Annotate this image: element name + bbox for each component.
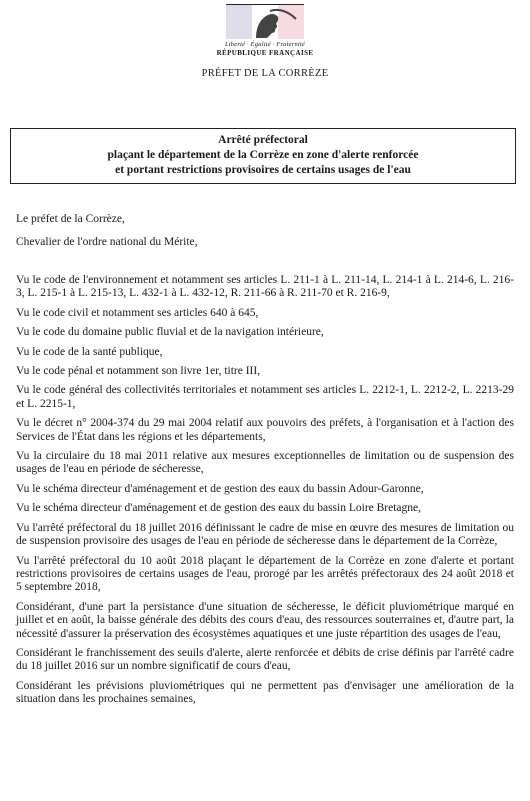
visa-paragraph: Vu la circulaire du 18 mai 2011 relative aux mesures exceptionnelles de limitation ou de suspension des usages de l'eau en période de sécheresse,	[16, 450, 514, 476]
visa-paragraph: Vu le code général des collectivités territoriales et notamment ses articles L. 2212-1, L. 2212-2, L. 2213-29 et L. 2215-1,	[16, 384, 514, 410]
visas-list	[16, 274, 514, 713]
visa-paragraph: Vu le décret n° 2004-374 du 29 mai 2004 relatif aux pouvoirs des préfets, à l'organisation et à l'action des Services de l'État dans les régions et les départements,	[16, 417, 514, 443]
visa-paragraph: Vu l'arrêté préfectoral du 18 juillet 2016 définissant le cadre de mise en œuvre des mesures de limitation ou de suspension provisoire des usages de l'eau en période de sécheresse dans le département de la Corrèze,	[16, 521, 514, 548]
visa-paragraph: Vu le schéma directeur d'aménagement et de gestion des eaux du bassin Loire Bretagne,	[16, 502, 422, 515]
republic-motto: Liberté · Égalité · Fraternité	[224, 41, 306, 48]
arrete-title-box	[10, 128, 516, 184]
considerant-paragraph: Considérant le franchissement des seuils d'alerte, alerte renforcée et débits de crise définis par l'arrêté cadre du 18 juillet 2016 sur un nombre significatif de cours d'eau,	[16, 646, 514, 673]
intro-block	[16, 208, 516, 254]
marianne-profile-icon	[226, 5, 304, 39]
visa-paragraph: Vu le code civil et notamment ses articles 640 à 645,	[16, 306, 259, 319]
visa-paragraph: Vu le code du domaine public fluvial et de la navigation intérieure,	[16, 326, 324, 339]
intro-prefet: Le préfet de la Corrèze,	[16, 213, 125, 225]
republic-logo	[0, 4, 530, 57]
marianne-emblem	[226, 4, 304, 39]
visa-paragraph: Vu le code pénal et notamment son livre 1er, titre III,	[16, 365, 261, 378]
prefet-title: PRÉFET DE LA CORRÈZE	[201, 68, 329, 79]
considerant-paragraph: Considérant, d'une part la persistance d'une situation de sécheresse, le déficit pluviométrique marqué en juillet et en août, la baisse générale des débits des cours d'eau, des ressources souterraines et, d'autre part, la nécessité d'assurer la préservation des écosystèmes aquatiques et une juste répartition des usages de l'eau,	[16, 600, 514, 640]
visa-paragraph: Vu le code de la santé publique,	[16, 345, 163, 358]
considerant-paragraph: Considérant les prévisions pluviométriques qui ne permettent pas d'envisager une amélioration de la situation dans les prochaines semaines,	[16, 679, 514, 706]
arrete-subtitle-line2: et portant restrictions provisoires de certains usages de l'eau	[115, 164, 411, 176]
intro-chevalier: Chevalier de l'ordre national du Mérite,	[16, 236, 198, 248]
visa-paragraph: Vu le schéma directeur d'aménagement et de gestion des eaux du bassin Adour-Garonne,	[16, 482, 424, 495]
arrete-title: Arrêté préfectoral	[218, 134, 308, 146]
visa-paragraph: Vu le code de l'environnement et notamment ses articles L. 211-1 à L. 211-14, L. 214-1 à L. 214-6, L. 216-3, L. 215-1 à L. 215-13, L. 432-1 à L. 432-12, R. 211-66 à R. 211-70 et R. 216-9,	[16, 274, 514, 300]
arrete-subtitle-line1: plaçant le département de la Corrèze en zone d'alerte renforcée	[107, 149, 419, 161]
visa-paragraph: Vu l'arrêté préfectoral du 10 août 2018 plaçant le département de la Corrèze en zone d'alerte et portant restrictions provisoires de certains usages de l'eau, prorogé par les arrêtés préfectoraux des 24 août 2018 et 5 septembre 2018,	[16, 554, 514, 594]
republique-francaise: RÉPUBLIQUE FRANÇAISE	[216, 49, 314, 57]
